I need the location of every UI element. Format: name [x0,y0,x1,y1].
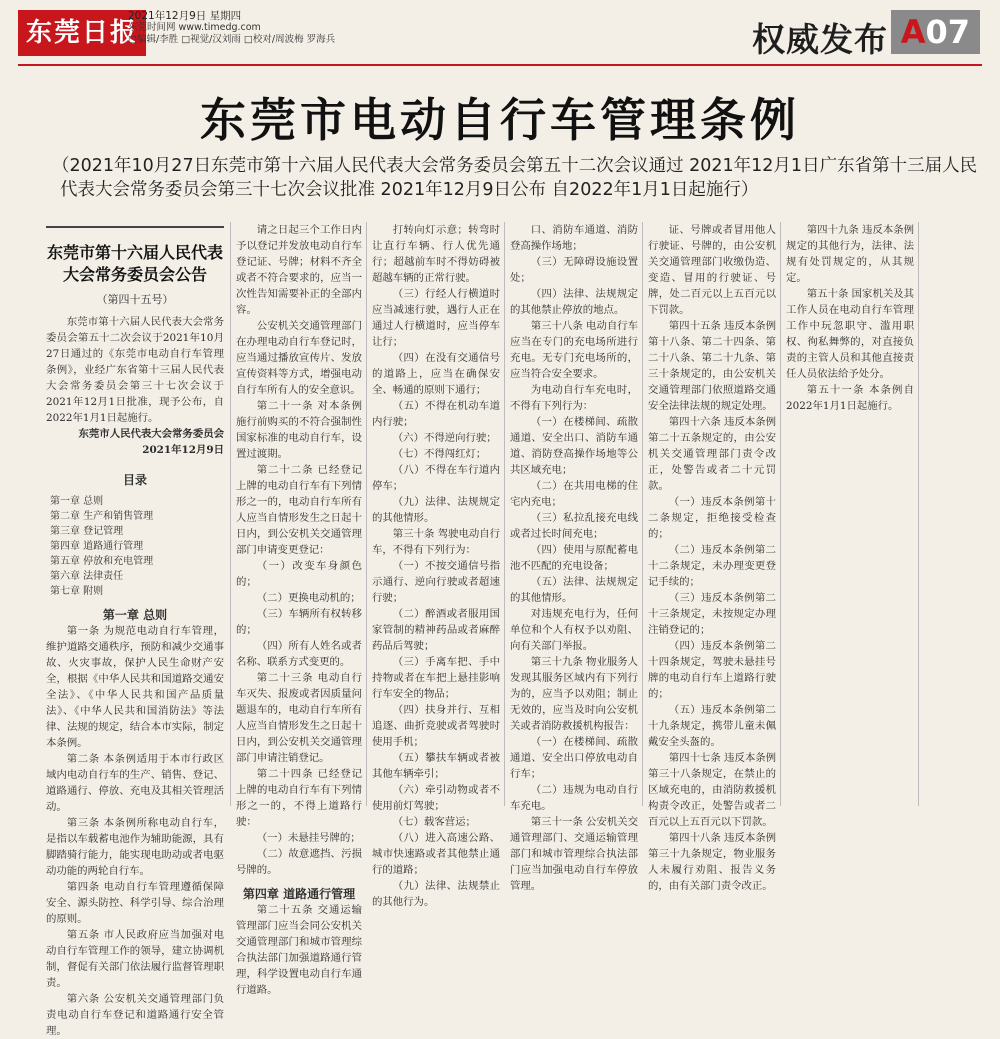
paragraph: （一）违反本条例第十二条规定，拒绝接受检查的； [648,496,776,540]
paragraph: 请之日起三个工作日内予以登记并发放电动自行车登记证、号牌；材料不齐全或者不符合要求的，应当一次性告知需要补正的全部内容。 [236,224,362,316]
website: 东莞时间网 www.timedg.com [128,22,261,33]
paragraph: 第三十八条 电动自行车应当在专门的充电场所进行充电。无专门充电场所的，应当符合安全要求。 [510,320,639,380]
paragraph: 第四十七条 违反本条例第三十八条规定，在禁止的区域充电的，由消防救援机构责令改正，处警告或者二百元以上五百元以下罚款。 [648,752,777,828]
paragraph: 证、号牌或者冒用他人行驶证、号牌的，由公安机关交通管理部门收缴伪造、变造、冒用的行驶证、号牌，处二百元以上五百元以下罚款。 [648,224,776,316]
paragraph: （一）在楼梯间、疏散通道、安全出口、消防车通道、消防登高操作场地等公共区域充电； [510,416,638,476]
article: 第六条 公安机关交通管理部门负责电动自行车登记和道路通行安全管理。 [46,993,224,1037]
issue-date: 2021年12月9日 星期四 [128,10,242,22]
paragraph: 第五十一条 本条例自2022年1月1日起施行。 [786,384,914,412]
article: 第一条 为规范电动自行车管理，维护道路交通秩序，预防和减少交通事故、火灾事故，保护人民生命财产安全，根据《中华人民共和国道路交通安全法》、《中华人民共和国产品质量法》、《中华人民共和国消防法》等法律、法规的规定，结合本市实际，制定本条例。 [46,625,224,749]
paragraph: （二）更换电动机的； [256,592,361,604]
paragraph: （一）改变车身颜色的； [236,560,362,588]
paragraph: 第二十二条 已经登记上牌的电动自行车有下列情形之一的，电动自行车所有人应当自情形发生之日起十日内，到公安机关交通管理部门申请变更登记： [236,464,362,556]
paragraph: （三）违反本条例第二十三条规定，未按规定办理注销登记的； [648,592,776,636]
paragraph: 对违规充电行为，任何单位和个人有权予以劝阻、向有关部门举报。 [510,608,638,652]
column-5 [648,222,777,892]
paragraph: （六）不得逆向行驶； [392,432,497,444]
announcement-box [46,226,224,458]
paragraph: 第四十九条 违反本条例规定的其他行为，法律、法规有处罚规定的，从其规定。 [786,224,915,284]
announcement-signer: 东莞市人民代表大会常务委员会 [78,428,224,440]
announcement-date: 2021年12月9日 [142,444,224,456]
paragraph: 第四十六条 违反本条例第二十五条规定的，由公安机关交通管理部门责令改正，处警告或者二十元罚款。 [648,416,777,492]
paragraph: 第三十条 驾驶电动自行车，不得有下列行为： [372,528,501,556]
paragraph: 打转向灯示意；转弯时让直行车辆、行人优先通行；超越前车时不得妨碍被超越车辆的正常行驶。 [372,224,500,284]
paragraph: （四）使用与原配蓄电池不匹配的充电设备； [510,544,638,572]
toc-item: 第三章 登记管理 [50,526,124,537]
chapter-title: 第四章 道路通行管理 [242,887,356,901]
paragraph: 第四十八条 违反本条例第三十九条规定，物业服务人未履行劝阻、报告义务的，由有关部门责令改正。 [648,832,777,892]
paragraph: （四）在没有交通信号的道路上，应当在确保安全、畅通的原则下通行； [372,352,500,396]
staff-credits: □编辑/李胜 □视觉/汉刘雨 □校对/周波梅 罗海兵 [128,34,336,45]
paragraph: （九）法律、法规禁止的其他行为。 [372,880,500,908]
paragraph: （四）法律、法规规定的其他禁止停放的地点。 [510,288,638,316]
paragraph: （七）载客营运； [392,816,476,828]
toc-item: 第四章 道路通行管理 [50,541,144,552]
paragraph: （八）不得在车行道内停车； [372,464,500,492]
paragraph: （三）行经人行横道时应当减速行驶，遇行人正在通过人行横道时，应当停车让行； [372,288,500,348]
announcement-number: （第四十五号） [96,293,174,306]
toc-title: 目录 [122,473,147,487]
paragraph: （六）牵引动物或者不使用前灯驾驶； [372,784,500,812]
issue-meta [128,10,335,46]
paragraph: 第四十五条 违反本条例第十八条、第二十四条、第二十八条、第二十九条、第三十条规定的，由公安机关交通管理部门依照道路交通安全法律法规的规定处理。 [648,320,777,412]
column-divider [918,222,919,806]
toc-item: 第一章 总则 [50,496,104,507]
paragraph: （三）无障碍设施设置处； [510,256,638,284]
header-divider [18,64,982,66]
paragraph: （五）攀扶车辆或者被其他车辆牵引； [372,752,500,780]
paragraph: （二）在共用电梯的住宅内充电； [510,480,638,508]
paragraph: 第二十五条 交通运输管理部门应当会同公安机关交通管理部门和城市管理综合执法部门加强道路通行管理，科学设置电动自行车通行道路。 [236,904,362,996]
article: 第四条 电动自行车管理遵循保障安全、源头防控、科学引导、综合治理的原则。 [46,881,224,925]
paragraph: （二）违规为电动自行车充电。 [510,784,638,812]
paragraph: （四）所有人姓名或者名称、联系方式变更的。 [236,640,362,668]
newspaper-logo: 东莞日报 [18,10,146,56]
article: 第二条 本条例适用于本市行政区域内电动自行车的生产、销售、登记、道路通行、停放、充电及其相关管理活动。 [46,753,224,813]
paragraph: （一）在楼梯间、疏散通道、安全出口停放电动自行车； [510,736,638,780]
paragraph: （一）未悬挂号牌的； [256,832,361,844]
masthead [0,0,1000,66]
column-4 [510,222,639,892]
column-divider [642,222,643,806]
toc-item: 第二章 生产和销售管理 [50,511,154,522]
headline: 东莞市电动自行车管理条例 [200,93,800,147]
paragraph: （九）法律、法规规定的其他情形。 [372,496,500,524]
paragraph: （四）违反本条例第二十四条规定，驾驶未悬挂号牌的电动自行车上道路行驶的； [648,640,776,700]
page-digits: 07 [925,13,970,51]
paragraph: 第二十四条 已经登记上牌的电动自行车有下列情形之一的，不得上道路行驶： [236,768,362,828]
column-6 [786,222,914,806]
paragraph: 口、消防车通道、消防登高操作场地； [510,224,638,252]
paragraph: 第三十一条 公安机关交通管理部门、交通运输管理部门和城市管理综合执法部门应当加强电动自行车停放管理。 [510,816,639,892]
paragraph: （二）故意遮挡、污损号牌的。 [236,848,362,876]
column-divider [504,222,505,806]
toc-item: 第六章 法律责任 [50,571,124,582]
paragraph: 第二十一条 对本条例施行前购买的不符合强制性国家标准的电动自行车，设置过渡期。 [236,400,362,460]
article: 第三条 本条例所称电动自行车，是指以车载蓄电池作为辅助能源，具有脚踏骑行能力，能实现电助动或者电驱动功能的两轮自行车。 [46,817,224,877]
paragraph: （八）进入高速公路、城市快速路或者其他禁止通行的道路； [372,832,500,876]
paragraph: 第三十九条 物业服务人发现其服务区域内有下列行为的，应当予以劝阻；制止无效的，应当及时向公安机关或者消防救援机构报告： [510,656,639,732]
paragraph: （二）违反本条例第二十二条规定，未办理变更登记手续的； [648,544,776,588]
announcement-body: 东莞市第十六届人民代表大会常务委员会第五十二次会议于2021年10月27日通过的《东莞市电动自行车管理条例》，业经广东省第十三届人民代表大会常务委员会第三十七次会议于2021年12月1日批准，现予公布，自2022年1月1日起施行。 [46,316,224,424]
section-title: 权威发布 [752,20,888,59]
paragraph: （三）私拉乱接充电线或者过长时间充电； [510,512,638,540]
announcement-title: 东莞市第十六届人民代表大会常务委员会公告 [46,243,223,284]
paragraph: （五）不得在机动车道内行驶； [372,400,500,428]
paragraph: （七）不得闯红灯； [392,448,487,460]
paragraph: （五）法律、法规规定的其他情形。 [510,576,638,604]
paragraph: （四）扶身并行、互相追逐、曲折竞驶或者驾驶时使用手机； [372,704,500,748]
column-3 [372,222,501,908]
paragraph: （三）车辆所有权转移的； [236,608,362,636]
column-divider [230,222,231,806]
paragraph: （一）不按交通信号指示通行、逆向行驶或者超速行驶； [372,560,500,604]
page-letter: A [900,13,926,51]
chapter-title: 第一章 总则 [102,608,168,622]
paragraph: （三）手离车把、手中持物或者在车把上悬挂影响行车安全的物品； [372,656,500,700]
paragraph: 第五十条 国家机关及其工作人员在电动自行车管理工作中玩忽职守、滥用职权、徇私舞弊的，对直接负责的主管人员和其他直接责任人员依法给予处分。 [786,288,915,380]
article: 第五条 市人民政府应当加强对电动自行车管理工作的领导，建立协调机制，督促有关部门依法履行监督管理职责。 [46,929,224,989]
page-number [891,10,980,54]
column-2 [236,222,362,996]
toc-item: 第五章 停放和充电管理 [50,556,154,567]
toc-item: 第七章 附则 [50,586,104,597]
paragraph: 为电动自行车充电时，不得有下列行为： [510,384,638,412]
paragraph: 公安机关交通管理部门在办理电动自行车登记时，应当通过播放宣传片、发放宣传资料等方式，增强电动自行车所有人的安全意识。 [236,320,362,396]
column-1 [46,226,224,1037]
table-of-contents [46,494,224,599]
paragraph: （五）违反本条例第二十九条规定，携带儿童未佩戴安全头盔的。 [648,704,776,748]
subheadline: （2021年10月27日东莞市第十六届人民代表大会常务委员会第五十二次会议通过 2021年12月1日广东省第十三届人民代表大会常务委员会第三十七次会议批准 2021年12月9日公布 自2022年1月1日起施行） [52,156,978,200]
column-divider [366,222,367,806]
paragraph: 第二十三条 电动自行车灭失、报废或者因质量问题退车的，电动自行车所有人应当自情形发生之日起十日内，到公安机关交通管理部门申请注销登记。 [236,672,362,764]
paragraph: （二）醉酒或者服用国家管制的精神药品或者麻醉药品后驾驶； [372,608,500,652]
column-divider [780,222,781,806]
